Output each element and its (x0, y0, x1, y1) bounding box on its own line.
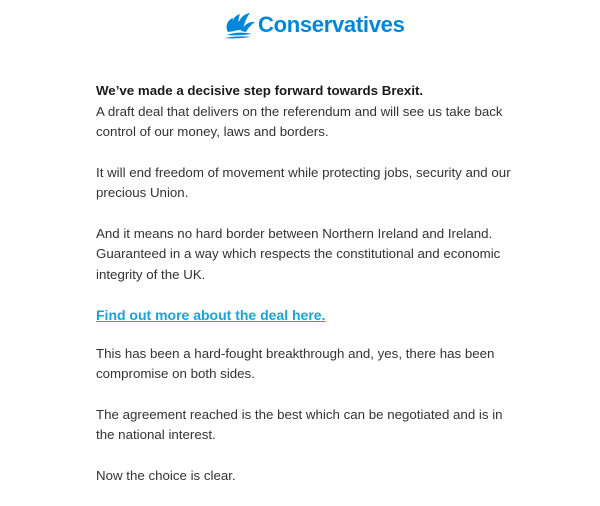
paragraph-6: Now the choice is clear. (96, 467, 236, 483)
conservative-tree-icon (222, 10, 256, 40)
find-out-more-link[interactable]: Find out more about the deal here. (96, 307, 326, 323)
email-headline: We’ve made a decisive step forward towards Brexit. (96, 83, 424, 98)
email-header (222, 9, 405, 41)
paragraph-5: The agreement reached is the best which can be negotiated and is in the national interest. (96, 406, 503, 442)
brand-name: Conservatives (258, 12, 405, 37)
paragraph-3: And it means no hard border between Northern Ireland and Ireland. Guaranteed in a way which respects the constitutional and economic integrity of the UK. (96, 225, 501, 282)
paragraph-4: This has been a hard-fought breakthrough and, yes, there has been compromise on both sides. (96, 345, 495, 381)
email-content (96, 81, 516, 506)
paragraph-1: A draft deal that delivers on the referendum and will see us take back control of our money, laws and borders. (96, 103, 503, 139)
paragraph-2: It will end freedom of movement while protecting jobs, security and our precious Union. (96, 164, 511, 200)
